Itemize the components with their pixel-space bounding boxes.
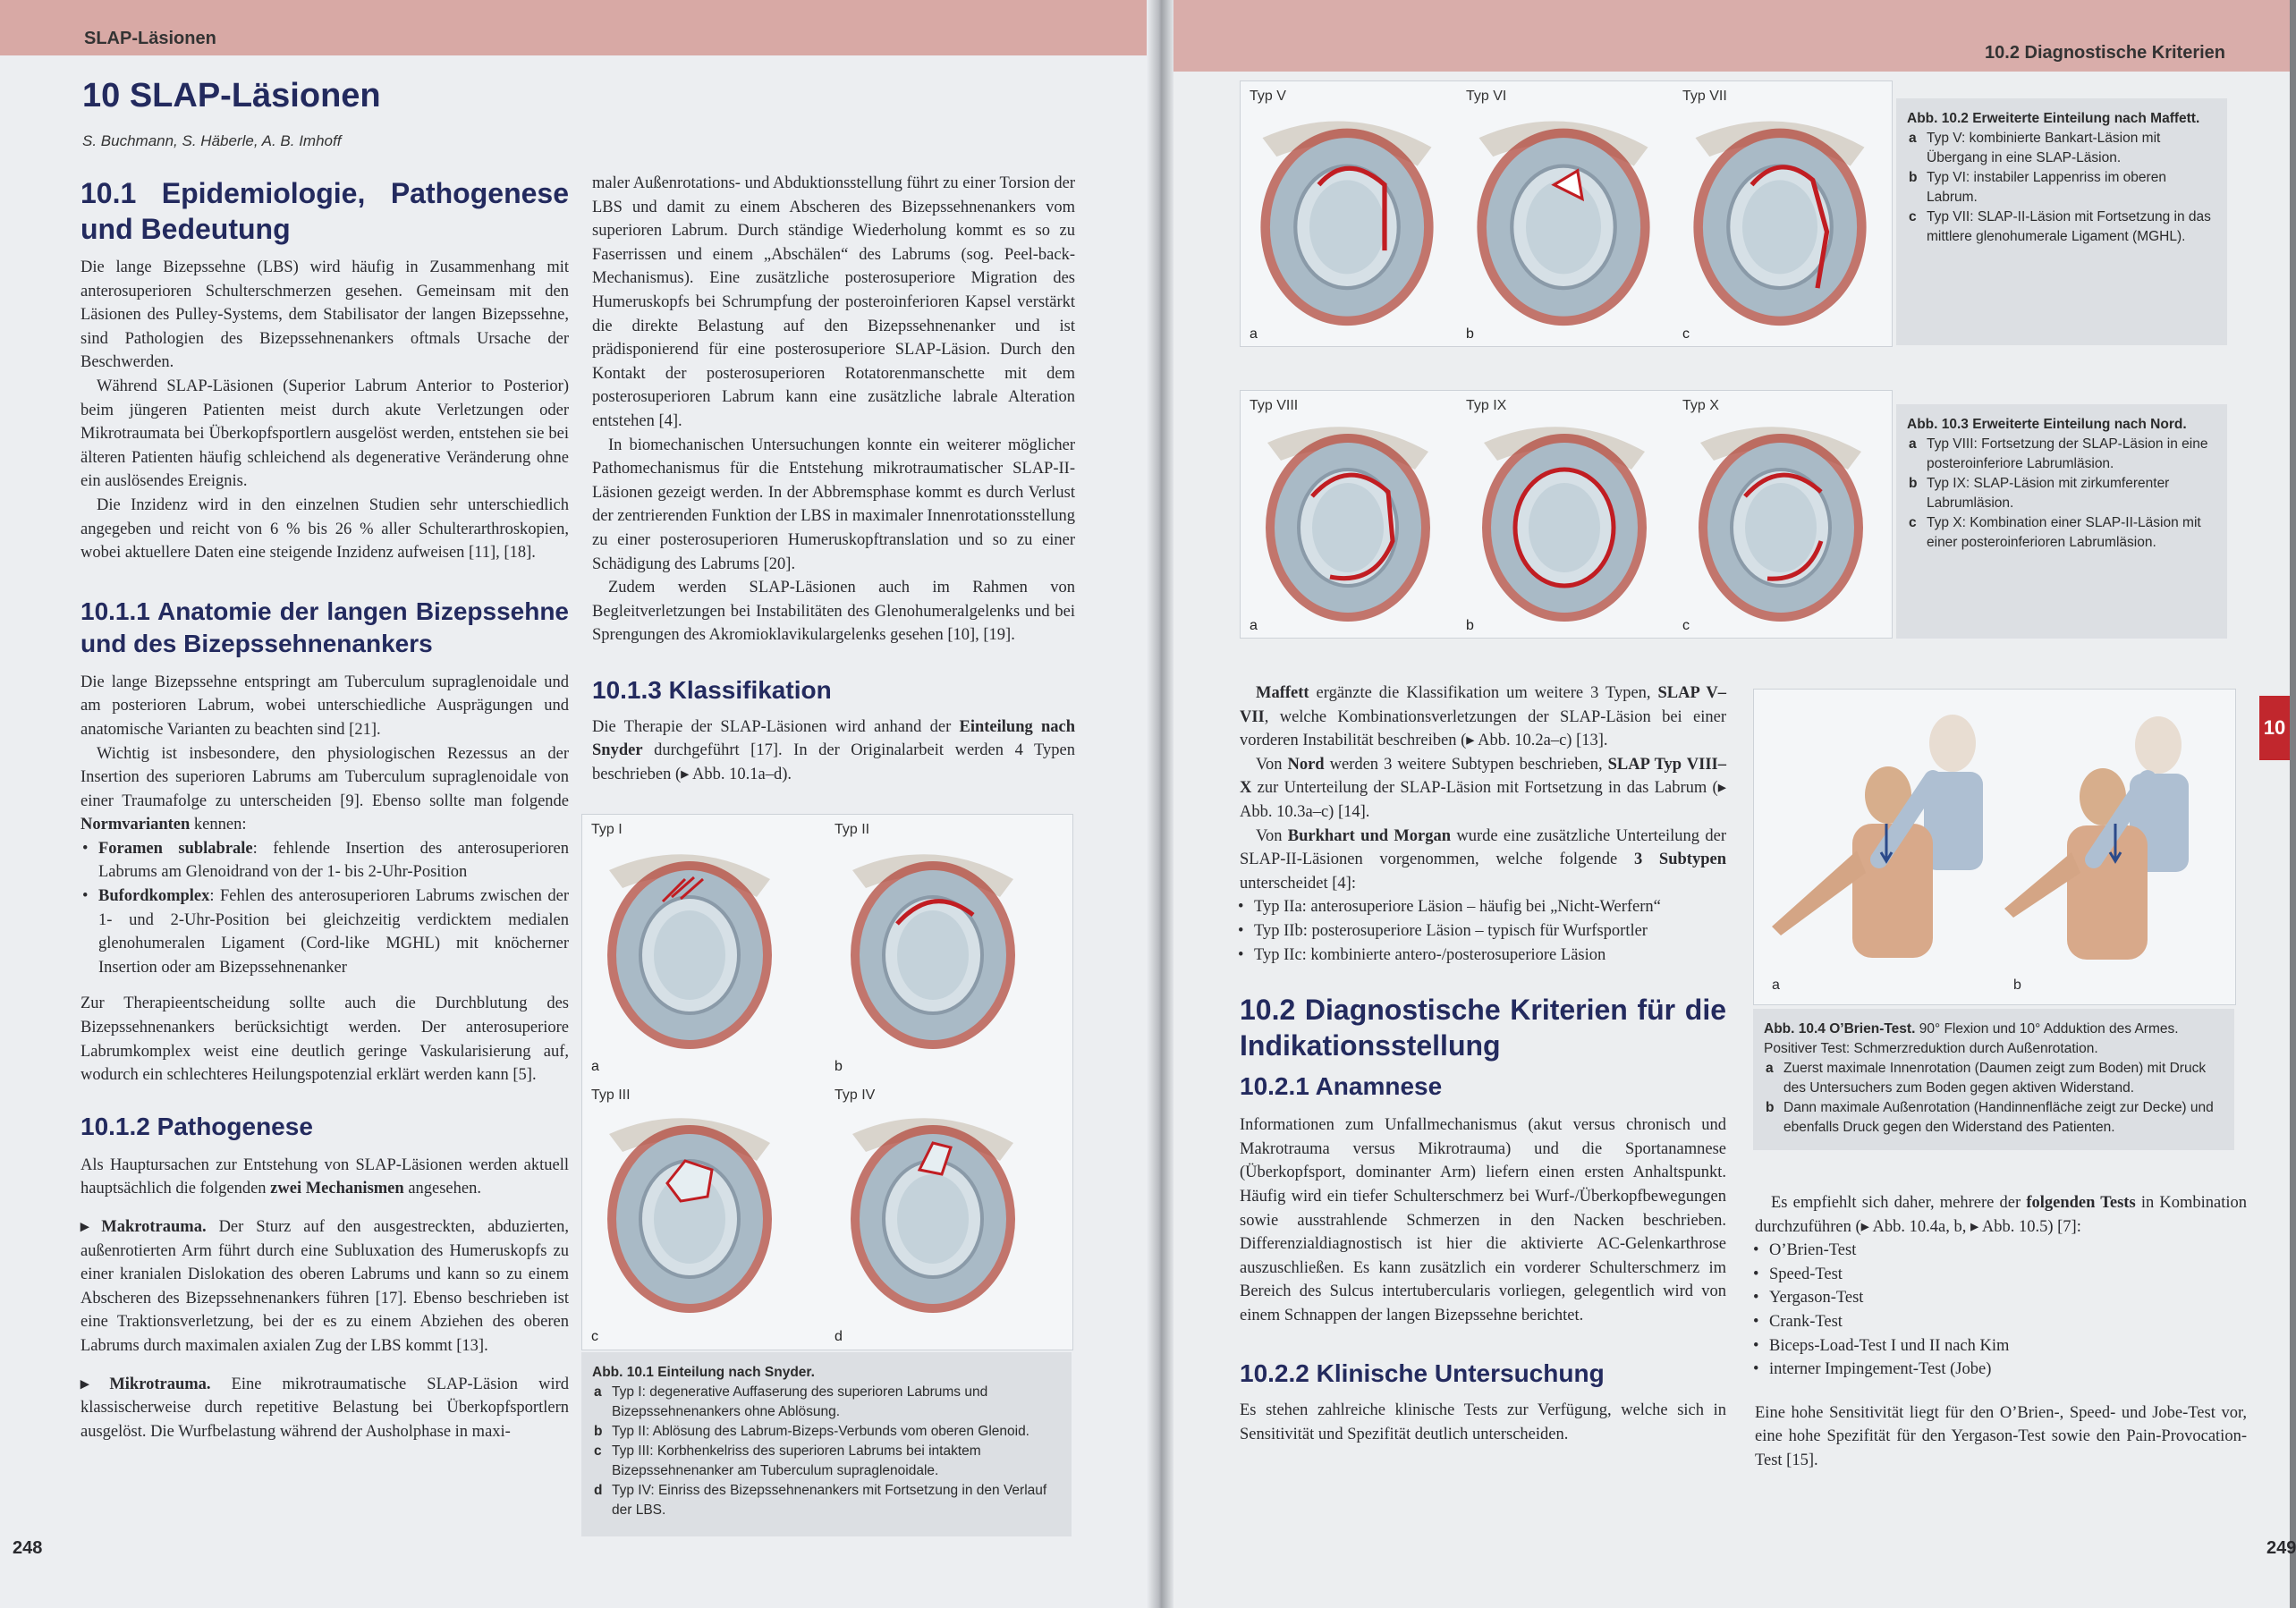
figure-caption-10-2	[1896, 98, 2227, 345]
caption-text: Typ VII: SLAP-II-Läsion mit Fortsetzung in das mittlere glenohumerale Ligament (MGHL).	[1927, 209, 2211, 244]
caption-text: Typ I: degenerative Auffaserung des superioren Labrums und Bizepssehnenankers ohne Ablösung.	[612, 1384, 988, 1419]
caption-letter: a	[594, 1384, 602, 1400]
caption-list	[592, 1383, 1061, 1520]
panel-letter: b	[1466, 618, 1474, 633]
panel-type-label: Typ VII	[1682, 89, 1727, 104]
list-item	[98, 837, 569, 884]
paragraph	[80, 1154, 569, 1201]
figure-panel	[826, 1080, 1071, 1349]
caption-item	[592, 1442, 1061, 1481]
figure-panel	[1241, 391, 1455, 638]
panel-letter: a	[1250, 326, 1258, 342]
text-run-bold: Nord	[1287, 755, 1325, 774]
list-item: • Typ IIc: kombinierte antero-/posterosuperiore Läsion	[1254, 944, 1726, 968]
caption-item	[1907, 168, 2216, 207]
paragraph	[80, 1215, 569, 1358]
right-column-1	[1240, 681, 1726, 1447]
text-run: Wichtig ist insbesondere, den physiologischen Rezessus an der Insertion des superioren Labrums am Tuberculum supraglenoidale von einer Traumafolge zu unterscheiden [9]. Ebenso sollte man folgende	[80, 744, 569, 810]
caption-letter: b	[1766, 1100, 1775, 1115]
figure-panel	[1457, 81, 1672, 346]
caption-title: Abb. 10.2 Erweiterte Einteilung nach Maffett.	[1907, 111, 2200, 126]
panel-letter: a	[1250, 618, 1258, 633]
paragraph: Zur Therapieentscheidung sollte auch die Durchblutung des Bizepssehnenankers berücksichtigt werden. Der anterosuperiore Labrumkomplex weist eine deutlich geringe Vaskularisierung auf, wodurch ein schlechteres Heilungspotenzial erklärt werden kann [5].	[80, 994, 569, 1085]
caption-letter: c	[1909, 515, 1917, 530]
panel-letter: a	[591, 1059, 599, 1074]
paragraph	[1240, 681, 1726, 753]
paragraph: Zudem werden SLAP-Läsionen auch im Rahmen von Begleitverletzungen bei Instabilitäten des Glenohumeralgelenks und bei Sprengungen des Akromioklavikulargelenks gesehen [10], [19].	[592, 579, 1075, 645]
text-run: angesehen.	[403, 1180, 481, 1198]
caption-text: Zuerst maximale Innenrotation (Daumen zeigt zum Boden) mit Druck des Untersuchers zum Boden gegen aktiven Widerstand.	[1783, 1061, 2207, 1096]
shoulder-illustration	[1686, 108, 1874, 332]
figure-panel	[582, 1080, 824, 1349]
run-in-heading: ▸ Makrotrauma.	[80, 1218, 207, 1236]
book-gutter	[1147, 0, 1173, 1608]
panel-letter: b	[835, 1059, 843, 1074]
patient-figure	[1772, 766, 1933, 958]
text-run: zur Unterteilung der SLAP-Läsion mit Fortsetzung in das Labrum (▸ Abb. 10.3a–c) [14].	[1240, 779, 1726, 821]
chapter-title: 10 SLAP-Läsionen	[82, 77, 381, 114]
text-run-bold: SLAP V–VII	[1240, 684, 1726, 726]
shoulder-illustration	[1253, 108, 1441, 332]
list-text: : fehlende Insertion des anterosuperioren Labrums am Glenoidrand von der 1- bis 2-Uhr-Position	[98, 839, 569, 882]
caption-letter: d	[594, 1483, 603, 1498]
figure-caption-10-3	[1896, 404, 2227, 639]
caption-letter: a	[1909, 131, 1917, 146]
caption-list	[1764, 1059, 2224, 1138]
right-column-2	[1755, 1191, 2247, 1473]
paragraph	[1240, 825, 1726, 896]
caption-letter: c	[1909, 209, 1917, 224]
text-run-bold: Maffett	[1256, 684, 1309, 702]
paragraph: In biomechanischen Untersuchungen konnte ein weiterer möglicher Pathomechanismus für die Entstehung mikrotraumatischer SLAP-II-Läsionen gezeigt werden. In der Abbremsphase kommt es durch Verlust der zentrierenden Funktion der LBS in maximaler Innenrotationsstellung zu einer posterosuperioren Humeruskopftranslation und so zu einer Schädigung des Labrums [20].	[592, 436, 1075, 573]
text-run-bold: folgenden Tests	[2026, 1194, 2136, 1212]
caption-item	[592, 1422, 1061, 1442]
shoulder-illustration	[843, 1107, 1022, 1317]
caption-letter: b	[1909, 476, 1918, 491]
figure-10-3	[1240, 390, 1893, 639]
caption-text: Dann maximale Außenrotation (Handinnenfläche zeigt zur Decke) und ebenfalls Druck gegen den Widerstand des Patienten.	[1783, 1100, 2214, 1135]
run-in-heading: ▸ Mikrotrauma.	[80, 1375, 211, 1393]
section-heading-10-1: 10.1 Epidemiologie, Pathogenese und Bedeutung	[80, 177, 569, 245]
text-run-bold: SLAP Typ VIII–X	[1240, 755, 1726, 798]
panel-letter: c	[1682, 326, 1690, 342]
paragraph: Die Inzidenz wird in den einzelnen Studien sehr unterschiedlich angegeben und reicht von 6 % bis 26 % aller Schulterarthroskopien, wobei aktuellere Daten eine steigende Inzidenz aufweisen [11], [18].	[80, 495, 569, 563]
text-run: Eine mikrotraumatische SLAP-Läsion wird klassischerweise durch repetitive Belastung bei Überkopfsportlern ausgelöst. Die Wurfbelastung während der Ausholphase in maxi-	[80, 1375, 569, 1441]
caption-letter: a	[1909, 436, 1917, 452]
caption-list	[1907, 435, 2216, 553]
text-run: kennen:	[190, 816, 247, 834]
panel-letter: c	[1682, 618, 1690, 633]
list-item: • O’Brien-Test	[1769, 1239, 2247, 1263]
running-head-right: 10.2 Diagnostische Kriterien	[1985, 43, 2225, 63]
figure-panel	[1241, 81, 1455, 346]
text-run: , welche Kombinationsverletzungen der SLAP-Läsion bei einer vorderen Instabilität beschreiben (▸ Abb. 10.2a–c) [13].	[1240, 707, 1726, 750]
section-heading-10-1-1: 10.1.1 Anatomie der langen Bizepssehne und des Bizepssehnenankers	[80, 597, 569, 657]
obrien-test-illustration	[1754, 690, 2235, 1004]
shoulder-illustration	[1691, 416, 1870, 626]
list-item: • Crank-Test	[1769, 1310, 2247, 1334]
text-run: werden 3 weitere Subtypen beschrieben,	[1324, 755, 1608, 774]
caption-item	[1907, 474, 2216, 513]
panel-type-label: Typ VIII	[1250, 398, 1299, 413]
paragraph	[80, 742, 569, 837]
shoulder-illustration	[843, 843, 1022, 1054]
panel-type-label: Typ IV	[835, 1088, 876, 1103]
left-column-1	[80, 175, 569, 1443]
list-item	[98, 884, 569, 979]
caption-text: Typ VI: instabiler Lappenriss im oberen Labrum.	[1927, 170, 2166, 205]
page-number-right: 249	[2266, 1538, 2296, 1558]
shoulder-illustration	[1258, 416, 1437, 626]
figure-panel	[1457, 391, 1672, 638]
panel-letter: a	[1772, 977, 1780, 993]
figure-10-2	[1240, 80, 1893, 347]
figure-10-1	[581, 814, 1073, 1350]
shoulder-illustration	[1470, 108, 1657, 332]
text-run: unterscheidet [4]:	[1240, 874, 1356, 893]
figure-caption-10-1	[581, 1352, 1072, 1536]
caption-text: Typ III: Korbhenkelriss des superioren Labrums bei intaktem Bizepssehnenanker am Tuberculum supraglenoidale.	[612, 1443, 981, 1478]
caption-letter: a	[1766, 1061, 1774, 1076]
list-text: : Fehlen des anterosuperioren Labrums zwischen der 1- und 2-Uhr-Position bei gleichzeitig verdicktem medialen glenohumeralen Ligament (Cord-like MGHL) mit knöcherner Insertion oder am Bizepssehnenanker	[98, 887, 569, 977]
caption-text: Typ X: Kombination einer SLAP-II-Läsion mit einer posteroinferioren Labrumläsion.	[1927, 515, 2201, 550]
panel-letter: d	[835, 1329, 843, 1344]
list-item: • Speed-Test	[1769, 1263, 2247, 1287]
text-run: Als Hauptursachen zur Entstehung von SLAP-Läsionen werden aktuell hauptsächlich die folgenden	[80, 1155, 569, 1198]
figure-10-4	[1753, 689, 2236, 1005]
paragraph	[1240, 753, 1726, 825]
caption-letter: c	[594, 1443, 602, 1459]
paragraph: Es stehen zahlreiche klinische Tests zur Verfügung, welche sich in Sensitivität und Spezifität deutlich unterscheiden.	[1240, 1401, 1726, 1444]
text-run-bold: Normvarianten	[80, 816, 191, 834]
caption-item	[1764, 1059, 2224, 1098]
caption-item	[592, 1481, 1061, 1520]
chapter-thumb-tab: 10	[2259, 696, 2290, 760]
list-term: Bufordkomplex	[98, 887, 210, 906]
caption-text: 90° Flexion und 10° Adduktion des Armes. Positiver Test: Schmerzreduktion durch Außenrotation.	[1764, 1021, 2179, 1056]
shoulder-illustration	[600, 843, 779, 1054]
panel-letter: b	[1466, 326, 1474, 342]
section-heading-10-1-3: 10.1.3 Klassifikation	[592, 675, 832, 704]
paragraph: Informationen zum Unfallmechanismus (akut versus chronisch und Makrotrauma versus Mikrotrauma) und die Sportanamnese (Überkopfsport, dominanter Arm) liefern einen ersten Anhaltspunkt. Häufig wird ein tiefer Schulterschmerz bei Wurf-/Überkopfbewegungen sowie ausstrahlende Schmerzen in den Nacken beschrieben. Differenzialdiagnostisch ist hier die aktivierte AC-Gelenkarthrose auszuschließen. Es kann zusätzlich ein vorderer Schulterschmerz im Bereich des Sulcus intertubercularis vorliegen, gelegentlich wird von einem Schnappen der langen Bizepssehne berichtet.	[1240, 1116, 1726, 1324]
text-run: Es empfiehlt sich daher, mehrere der	[1771, 1194, 2027, 1212]
caption-item	[1764, 1098, 2224, 1138]
list-item: • Typ IIa: anterosuperiore Läsion – häufig bei „Nicht-Werfern“	[1254, 895, 1726, 919]
paragraph: maler Außenrotations- und Abduktionsstellung führt zu einer Torsion der LBS und damit zu einem Abscheren des Bizepssehnenankers vom superioren Labrum. Durch ständige Wiederholung kommt es so zu Faserrissen und einem „Abschälen“ des Labrums (sog. Peel-back-Mechanismus). Eine zusätzliche posterosuperiore Migration des Humeruskopfs bei Schrumpfung der posteroinferioren Kapsel verstärkt die direkte Belastung auf den Bizepssehnenanker und ist prädisponierend für eine posterosuperiore SLAP-Läsion. Durch den Kontakt der posterosuperioren Rotatorenmanschette mit dem posterosuperioren Labrum kann eine zusätzliche labrale Alteration entstehen [4].	[592, 174, 1075, 430]
normvarianten-list	[80, 837, 569, 980]
text-run: ergänzte die Klassifikation um weitere 3 Typen,	[1309, 684, 1658, 702]
caption-item	[1907, 129, 2216, 168]
caption-title: Abb. 10.1 Einteilung nach Snyder.	[592, 1365, 815, 1380]
chapter-authors: S. Buchmann, S. Häberle, A. B. Imhoff	[82, 132, 342, 149]
shoulder-illustration	[600, 1107, 779, 1317]
running-head-left: SLAP-Läsionen	[84, 29, 216, 48]
caption-text: Typ V: kombinierte Bankart-Läsion mit Übergang in eine SLAP-Läsion.	[1927, 131, 2161, 165]
paragraph	[592, 715, 1075, 787]
panel-type-label: Typ III	[591, 1088, 631, 1103]
patient-figure	[2004, 768, 2148, 960]
panel-type-label: Typ I	[591, 822, 623, 837]
paragraph: Die lange Bizepssehne (LBS) wird häufig in Zusammenhang mit anterosuperioren Schulterschmerzen gesehen. Gemeinsam mit den Läsionen des Pulley-Systems, dem Stabilisator der langen Bizepssehne, sind Pathologien des Bizepssehnenankers oftmals Ursache der Beschwerden.	[80, 258, 569, 372]
paragraph	[80, 1373, 569, 1444]
paragraph: Die lange Bizepssehne entspringt am Tuberculum supraglenoidale und am posterioren Labrum, wobei unterschiedliche Ausprägungen und anatomische Varianten zu beachten sind [21].	[80, 673, 569, 739]
list-term: Foramen sublabrale	[98, 839, 253, 858]
left-column-2	[592, 172, 1075, 787]
subtype-list	[1240, 895, 1726, 967]
panel-type-label: Typ II	[835, 822, 870, 837]
panel-type-label: Typ X	[1682, 398, 1719, 413]
paragraph: Eine hohe Sensitivität liegt für den O’Brien-, Speed- und Jobe-Test vor, eine hohe Spezifität für den Yergason-Test sowie den Pain-Provocation-Test [15].	[1755, 1403, 2247, 1469]
figure-panel	[1673, 391, 1890, 638]
caption-text: Typ II: Ablösung des Labrum-Bizeps-Verbunds vom oberen Glenoid.	[612, 1424, 1029, 1439]
text-run: wurde eine zusätzliche Unterteilung der SLAP-II-Läsionen vorgenommen, welche folgende	[1240, 826, 1726, 869]
section-heading-10-2-2: 10.2.2 Klinische Untersuchung	[1240, 1359, 1605, 1388]
caption-title: Abb. 10.3 Erweiterte Einteilung nach Nord.	[1907, 417, 2187, 432]
paragraph	[1755, 1191, 2247, 1239]
caption-text: Typ IX: SLAP-Läsion mit zirkumferenter Labrumläsion.	[1927, 476, 2170, 511]
section-heading-10-2-1: 10.2.1 Anamnese	[1240, 1072, 1443, 1101]
caption-letter: b	[1909, 170, 1918, 185]
caption-item	[1907, 513, 2216, 553]
text-run: Von	[1256, 826, 1288, 845]
figure-panel	[826, 815, 1071, 1079]
caption-list	[1907, 129, 2216, 247]
list-item: • Biceps-Load-Test I und II nach Kim	[1769, 1334, 2247, 1358]
section-heading-10-2: 10.2 Diagnostische Kriterien für die Indikationsstellung	[1240, 994, 1726, 1062]
list-item: • Yergason-Test	[1769, 1286, 2247, 1310]
text-run: durchgeführt [17]. In der Originalarbeit werden 4 Typen beschrieben (▸ Abb. 10.1a–d).	[592, 741, 1075, 784]
caption-item	[1907, 207, 2216, 247]
text-run: Die Therapie der SLAP-Läsionen wird anhand der	[592, 717, 960, 736]
panel-letter: c	[591, 1329, 598, 1344]
list-item: • interner Impingement-Test (Jobe)	[1769, 1358, 2247, 1382]
text-run-bold: Einteilung nach Snyder	[592, 717, 1075, 760]
panel-letter: b	[2013, 977, 2021, 993]
section-heading-10-1-2: 10.1.2 Pathogenese	[80, 1112, 313, 1140]
caption-item	[1907, 435, 2216, 474]
caption-letter: b	[594, 1424, 603, 1439]
page-number-left: 248	[13, 1538, 43, 1558]
text-run: in Kombination durchzuführen (▸ Abb. 10.4a, b, ▸ Abb. 10.5) [7]:	[1755, 1194, 2247, 1236]
list-item: • Typ IIb: posterosuperiore Läsion – typisch für Wurfsportler	[1254, 919, 1726, 944]
paragraph: Während SLAP-Läsionen (Superior Labrum Anterior to Posterior) beim jüngeren Patienten meist durch akute Verletzungen oder Mikrotraumata bei Überkopfsportlern ausgelöst werden, entstehen sie bei älteren Patienten häufig schleichend als degenerative Veränderung ohne ein auslösendes Ereignis.	[80, 377, 569, 491]
text-run-bold: 3 Subtypen	[1633, 851, 1726, 869]
caption-text: Typ IV: Einriss des Bizepssehnenankers mit Fortsetzung in den Verlauf der LBS.	[612, 1483, 1047, 1518]
text-run: Der Sturz auf den ausgestreckten, abduzierten, außenrotierten Arm führt durch eine Subluxation des Humeruskopfs zu einer kranialen Dislokation des oberen Labrums und kann so zu einem Abscheren des Bizepssehnenankers führen [17]. Ebenso beschrieben ist eine Traktionsverletzung, bei der es zu einem Abziehen des oberen Labrums durch maximalen axialen Zug der LBS kommt [13].	[80, 1218, 570, 1355]
caption-title: Abb. 10.4 O’Brien-Test.	[1764, 1021, 1916, 1037]
panel-type-label: Typ IX	[1466, 398, 1507, 413]
caption-text: Typ VIII: Fortsetzung der SLAP-Läsion in eine posteroinferiore Labrumläsion.	[1927, 436, 2208, 471]
figure-panel	[582, 815, 824, 1079]
figure-panel	[1673, 81, 1890, 346]
text-run-bold: Burkhart und Morgan	[1287, 826, 1452, 845]
figure-caption-10-4	[1753, 1009, 2234, 1150]
text-run-bold: zwei Mechanismen	[270, 1180, 404, 1198]
text-run: Von	[1256, 755, 1288, 774]
caption-item	[592, 1383, 1061, 1422]
panel-type-label: Typ VI	[1466, 89, 1507, 104]
tests-list	[1755, 1239, 2247, 1382]
shoulder-illustration	[1475, 416, 1654, 626]
panel-type-label: Typ V	[1250, 89, 1286, 104]
